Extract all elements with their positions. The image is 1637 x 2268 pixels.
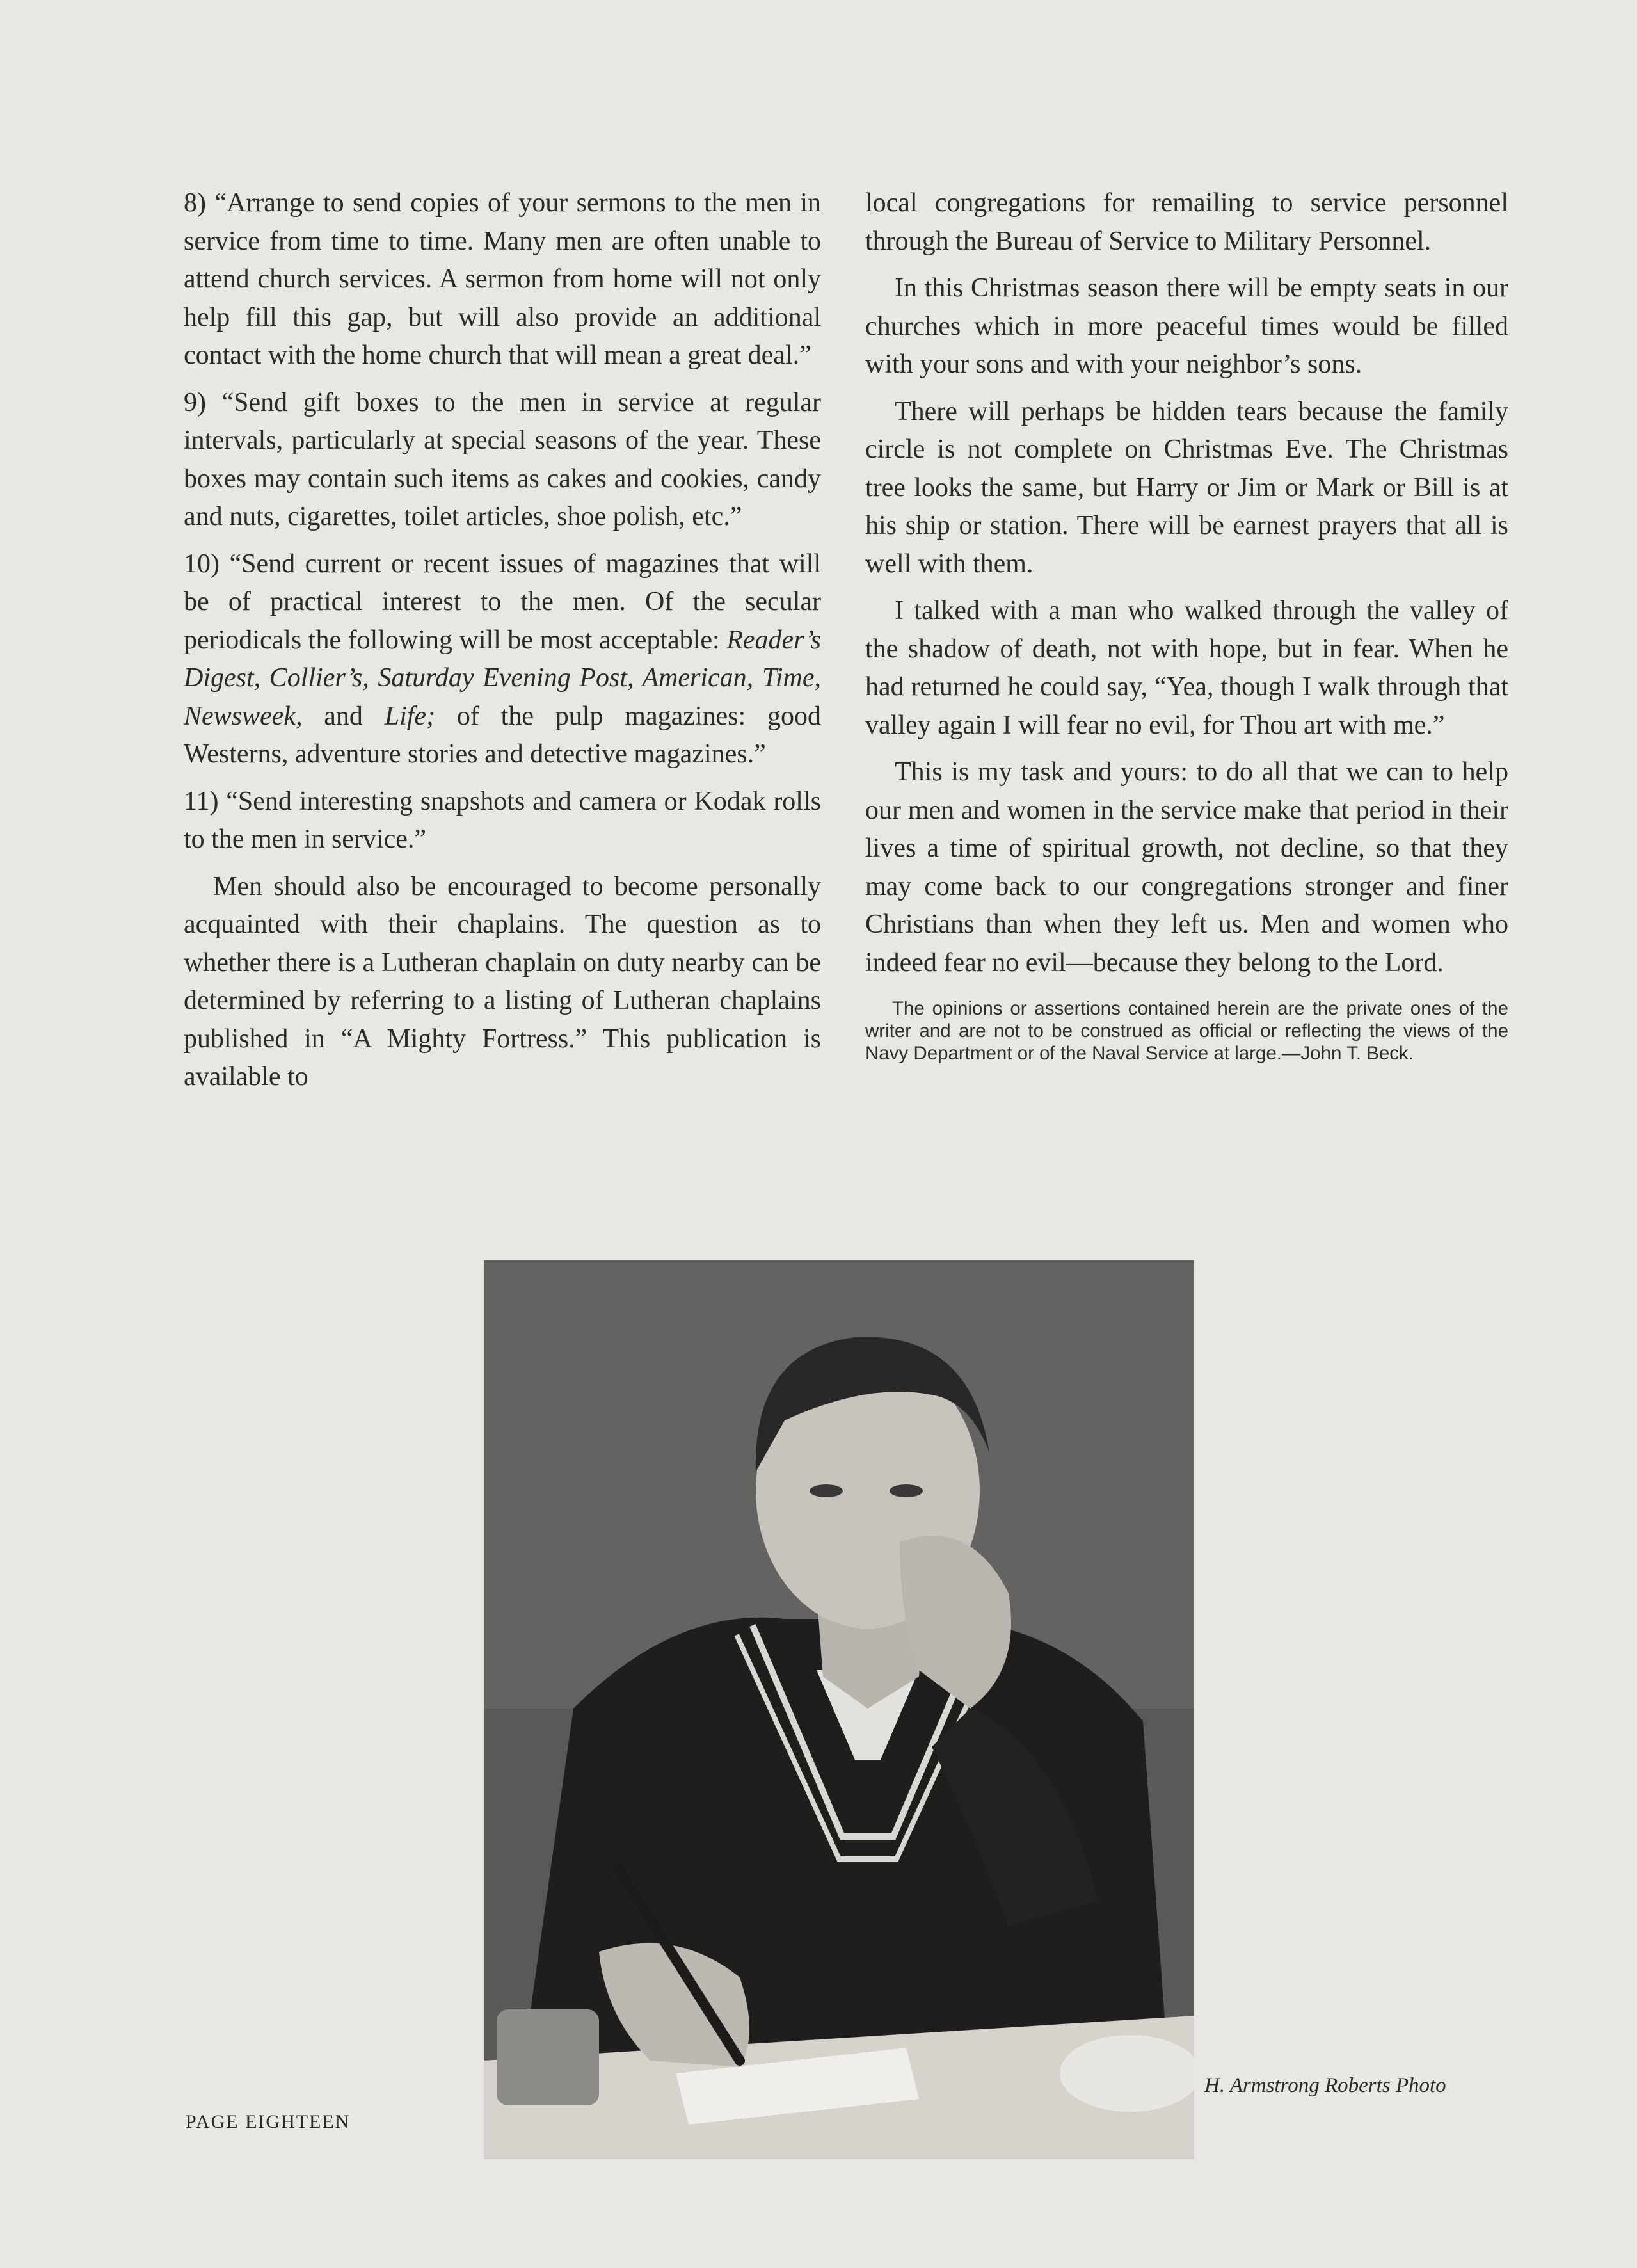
sailor-photo [484,1260,1194,2159]
right-eye [890,1484,923,1497]
paragraph-hidden-tears: There will perhaps be hidden tears because the family circle is not complete on Christmas Eve. The Christmas tree looks the same, but Harry or Jim or Mark or Bill is at his ship or station. There will be earnest prayers that all is well with them. [865,396,1508,579]
photo-credit: H. Armstrong Roberts Photo [1204,2074,1446,2097]
paragraph-item-10 [184,545,821,774]
left-column [184,184,821,1106]
disclaimer-note: The opinions or assertions contained herein are the private ones of the writer and are not to be construed as official or reflecting the views of the Navy Department or of the Naval Service at large.—John T. Beck. [865,998,1508,1064]
item-10-end: of the pulp magazines: good Westerns, adventure stories and detective magazines.” [184,701,821,769]
left-eye [810,1484,843,1497]
page-number: PAGE EIGHTEEN [186,2111,351,2132]
item-10-and: and [324,701,363,731]
paragraph-item-9: 9) “Send gift boxes to the men in service at regular intervals, particularly at special seasons of the year. These boxes may contain such items as cakes and cookies, candy and nuts, cigarettes, toilet articles, shoe polish, etc.” [184,387,821,531]
paragraph-continuation: local congregations for remailing to service personnel through the Bureau of Service to Military Personnel. [865,188,1508,256]
magazine-titles: Reader’s Digest, Collier’s, Saturday Evening Post, American, Time, Newsweek, [184,625,821,731]
right-column [865,184,1508,1065]
paragraph-item-11: 11) “Send interesting snapshots and camera or Kodak rolls to the men in service.” [184,786,821,854]
paragraph-item-8: 8) “Arrange to send copies of your sermons to the men in service from time to time. Many men are often unable to attend church services. A sermon from home will not only help fill this gap, but will also provide an additional contact with the home church that will mean a great deal.” [184,188,821,370]
paragraph-task: This is my task and yours: to do all that we can to help our men and women in the service make that period in their lives a time of spiritual growth, not decline, so that they may come back to our congregations stronger and finer Christians than when they left us. Men and women who indeed fear no evil—because they belong to the Lord. [865,757,1508,977]
paragraph-christmas-season: In this Christmas season there will be empty seats in our churches which in more peaceful times would be filled with your sons and with your neighbor’s sons. [865,273,1508,379]
sailor-illustration [484,1260,1194,2159]
inkwell [497,2009,599,2105]
sailor-cap [1060,2035,1194,2112]
paragraph-valley: I talked with a man who walked through the valley of the shadow of death, not with hope, but in fear. When he had returned he could say, “Yea, though I walk through that valley again I will fear no evil, for Thou art with me.” [865,596,1508,740]
item-10-intro: 10) “Send current or recent issues of magazines that will be of practical interest to the men. Of the secular periodicals the following will be most acceptable: [184,549,821,655]
paragraph-chaplains: Men should also be encouraged to become personally acquainted with their chaplains. The question as to whether there is a Lutheran chaplain on duty nearby can be determined by referring to a listing of Lutheran chaplains published in “A Mighty Fortress.” This publication is available to [184,871,821,1091]
magazine-title-life: Life; [384,701,436,731]
